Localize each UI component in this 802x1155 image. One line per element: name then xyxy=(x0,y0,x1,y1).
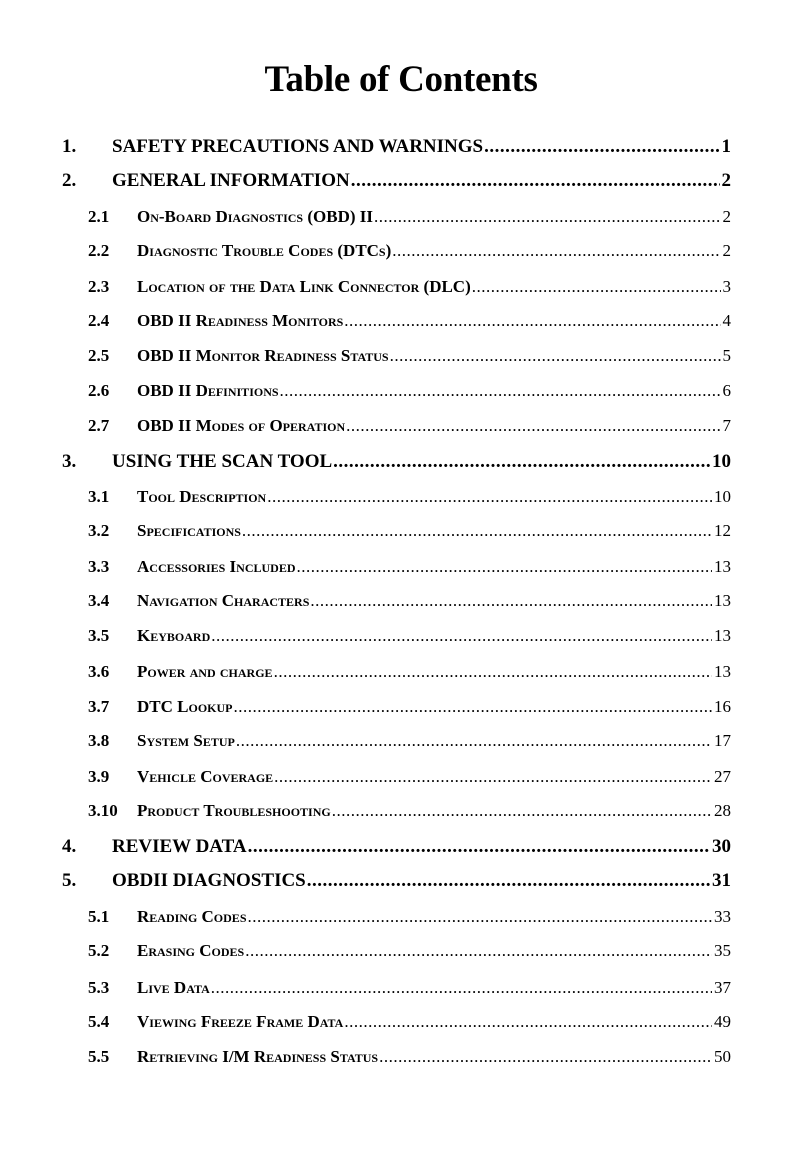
toc-entry[interactable] xyxy=(0,589,802,613)
toc-entry-page: 27 xyxy=(714,767,731,786)
toc-entry-number: 5.1 xyxy=(88,907,110,926)
toc-leader xyxy=(233,695,712,719)
toc-leader xyxy=(274,765,712,789)
toc-leader xyxy=(280,379,721,403)
toc-entry-page: 10 xyxy=(712,451,731,472)
toc-entry-page: 50 xyxy=(714,1047,731,1066)
toc-leader xyxy=(344,309,720,333)
toc-entry-page: 12 xyxy=(714,521,731,540)
toc-entry-number: 5.2 xyxy=(88,941,110,960)
toc-entry-label: OBD II Definitions xyxy=(137,381,279,400)
toc-entry[interactable] xyxy=(0,799,802,823)
toc-entry[interactable] xyxy=(0,485,802,509)
toc-entry-page: 49 xyxy=(714,1012,731,1031)
toc-entry-number: 3. xyxy=(62,451,77,472)
toc-entry[interactable] xyxy=(0,205,802,229)
toc-leader xyxy=(346,414,720,438)
toc-entry-number: 3.7 xyxy=(88,697,110,716)
toc-leader xyxy=(248,835,710,859)
toc-leader xyxy=(351,169,720,193)
toc-entry-number: 5. xyxy=(62,870,77,891)
toc-entry-label: OBD II Readiness Monitors xyxy=(137,311,344,330)
toc-entry-label: SAFETY PRECAUTIONS AND WARNINGS xyxy=(112,136,484,157)
toc-leader xyxy=(484,135,719,159)
toc-entry-page: 28 xyxy=(714,801,731,820)
toc-entry-number: 3.9 xyxy=(88,767,110,786)
toc-entry-label: Accessories Included xyxy=(137,557,296,576)
toc-leader xyxy=(390,344,721,368)
toc-entry-page: 1 xyxy=(721,136,731,157)
toc-entry[interactable] xyxy=(0,1045,802,1069)
toc-entry-label: USING THE SCAN TOOL xyxy=(112,451,333,472)
toc-entry-page: 30 xyxy=(712,836,731,857)
toc-entry-number: 3.2 xyxy=(88,521,110,540)
toc-leader xyxy=(297,555,712,579)
toc-entry-number: 2.2 xyxy=(88,241,110,260)
toc-entry[interactable] xyxy=(0,135,802,159)
toc-entry-number: 3.6 xyxy=(88,662,110,681)
toc-entry-number: 3.4 xyxy=(88,591,110,610)
toc-entry-page: 7 xyxy=(722,416,731,435)
toc-leader xyxy=(379,1045,712,1069)
toc-entry[interactable] xyxy=(0,1010,802,1034)
toc-entry-label: DTC Lookup xyxy=(137,697,233,716)
toc-leader xyxy=(267,485,712,509)
toc-entry-label: Navigation Characters xyxy=(137,591,310,610)
toc-entry-page: 6 xyxy=(722,381,731,400)
toc-leader xyxy=(392,239,720,263)
toc-entry-page: 37 xyxy=(714,978,731,997)
toc-leader xyxy=(274,660,712,684)
toc-entry-number: 3.8 xyxy=(88,731,110,750)
toc-leader xyxy=(333,450,710,474)
toc-entry-number: 5.5 xyxy=(88,1047,110,1066)
toc-entry[interactable] xyxy=(0,765,802,789)
toc-entry-page: 16 xyxy=(714,697,731,716)
toc-entry-page: 5 xyxy=(722,346,731,365)
toc-leader xyxy=(374,205,721,229)
toc-entry-number: 1. xyxy=(62,136,77,157)
toc-entry[interactable] xyxy=(0,169,802,193)
toc-entry-label: Product Troubleshooting xyxy=(137,801,331,820)
toc-entry-label: Diagnostic Trouble Codes (DTCs) xyxy=(137,241,392,260)
toc-entry-number: 2.3 xyxy=(88,277,110,296)
toc-entry[interactable] xyxy=(0,624,802,648)
toc-leader xyxy=(307,869,710,893)
toc-entry-label: On-Board Diagnostics (OBD) II xyxy=(137,207,373,226)
toc-entry-page: 13 xyxy=(714,557,731,576)
toc-entry-page: 2 xyxy=(722,241,731,260)
toc-entry-number: 3.3 xyxy=(88,557,110,576)
toc-entry-number: 3.1 xyxy=(88,487,110,506)
toc-entry[interactable] xyxy=(0,729,802,753)
toc-entry[interactable] xyxy=(0,450,802,474)
toc-entry[interactable] xyxy=(0,976,802,1000)
toc-leader xyxy=(332,799,712,823)
toc-entry-number: 5.4 xyxy=(88,1012,110,1031)
toc-entry-label: REVIEW DATA xyxy=(112,836,247,857)
toc-entry-label: OBD II Modes of Operation xyxy=(137,416,346,435)
toc-entry-label: Tool Description xyxy=(137,487,267,506)
toc-entry[interactable] xyxy=(0,555,802,579)
toc-entry-number: 2. xyxy=(62,170,77,191)
toc-entry-label: Location of the Data Link Connector (DLC) xyxy=(137,277,471,296)
toc-leader xyxy=(211,624,712,648)
toc-entry[interactable] xyxy=(0,869,802,893)
toc-entry-label: Erasing Codes xyxy=(137,941,245,960)
toc-entry-page: 13 xyxy=(714,591,731,610)
toc-entry-page: 2 xyxy=(721,170,731,191)
toc-entry-label: System Setup xyxy=(137,731,235,750)
toc-entry-label: Power and charge xyxy=(137,662,273,681)
page-title: Table of Contents xyxy=(264,59,538,100)
toc-entry-number: 2.1 xyxy=(88,207,110,226)
toc-leader xyxy=(344,1010,712,1034)
toc-leader xyxy=(242,519,712,543)
toc-entry-number: 2.6 xyxy=(88,381,110,400)
toc-entry-label: Vehicle Coverage xyxy=(137,767,274,786)
toc-entry-label: Live Data xyxy=(137,978,210,997)
toc-entry-number: 2.4 xyxy=(88,311,110,330)
toc-leader xyxy=(310,589,712,613)
toc-entry-label: Keyboard xyxy=(137,626,211,645)
toc-entry[interactable] xyxy=(0,239,802,263)
toc-entry-number: 4. xyxy=(62,836,77,857)
toc-entry[interactable] xyxy=(0,414,802,438)
toc-entry[interactable] xyxy=(0,519,802,543)
toc-entry[interactable] xyxy=(0,660,802,684)
toc-leader xyxy=(245,939,712,963)
toc-entry[interactable] xyxy=(0,905,802,929)
toc-entry[interactable] xyxy=(0,275,802,299)
toc-entry-number: 3.10 xyxy=(88,801,118,820)
toc-entry[interactable] xyxy=(0,695,802,719)
toc-entry[interactable] xyxy=(0,309,802,333)
toc-leader xyxy=(236,729,712,753)
toc-entry-label: OBD II Monitor Readiness Status xyxy=(137,346,389,365)
toc-entry-page: 13 xyxy=(714,662,731,681)
toc-entry-page: 10 xyxy=(714,487,731,506)
toc-entry-label: Viewing Freeze Frame Data xyxy=(137,1012,344,1031)
toc-entry-label: Reading Codes xyxy=(137,907,247,926)
toc-entry-label: Specifications xyxy=(137,521,241,540)
toc-leader xyxy=(472,275,721,299)
toc-entry-page: 31 xyxy=(712,870,731,891)
toc-entry-number: 5.3 xyxy=(88,978,110,997)
toc-entry-label: Retrieving I/M Readiness Status xyxy=(137,1047,379,1066)
toc-entry-number: 2.5 xyxy=(88,346,110,365)
toc-leader xyxy=(211,976,712,1000)
toc-entry-number: 3.5 xyxy=(88,626,110,645)
toc-entry-label: OBDII DIAGNOSTICS xyxy=(112,870,306,891)
toc-entry-page: 17 xyxy=(714,731,731,750)
toc-entry-page: 4 xyxy=(722,311,731,330)
toc-entry-page: 2 xyxy=(722,207,731,226)
toc-entry[interactable] xyxy=(0,379,802,403)
toc-entry[interactable] xyxy=(0,344,802,368)
toc-entry-label: GENERAL INFORMATION xyxy=(112,170,350,191)
toc-entry[interactable] xyxy=(0,939,802,963)
toc-entry-page: 33 xyxy=(714,907,731,926)
toc-entry-page: 35 xyxy=(714,941,731,960)
toc-leader xyxy=(248,905,713,929)
toc-entry-page: 13 xyxy=(714,626,731,645)
toc-entry-number: 2.7 xyxy=(88,416,110,435)
toc-entry-page: 3 xyxy=(722,277,731,296)
toc-entry[interactable] xyxy=(0,835,802,859)
